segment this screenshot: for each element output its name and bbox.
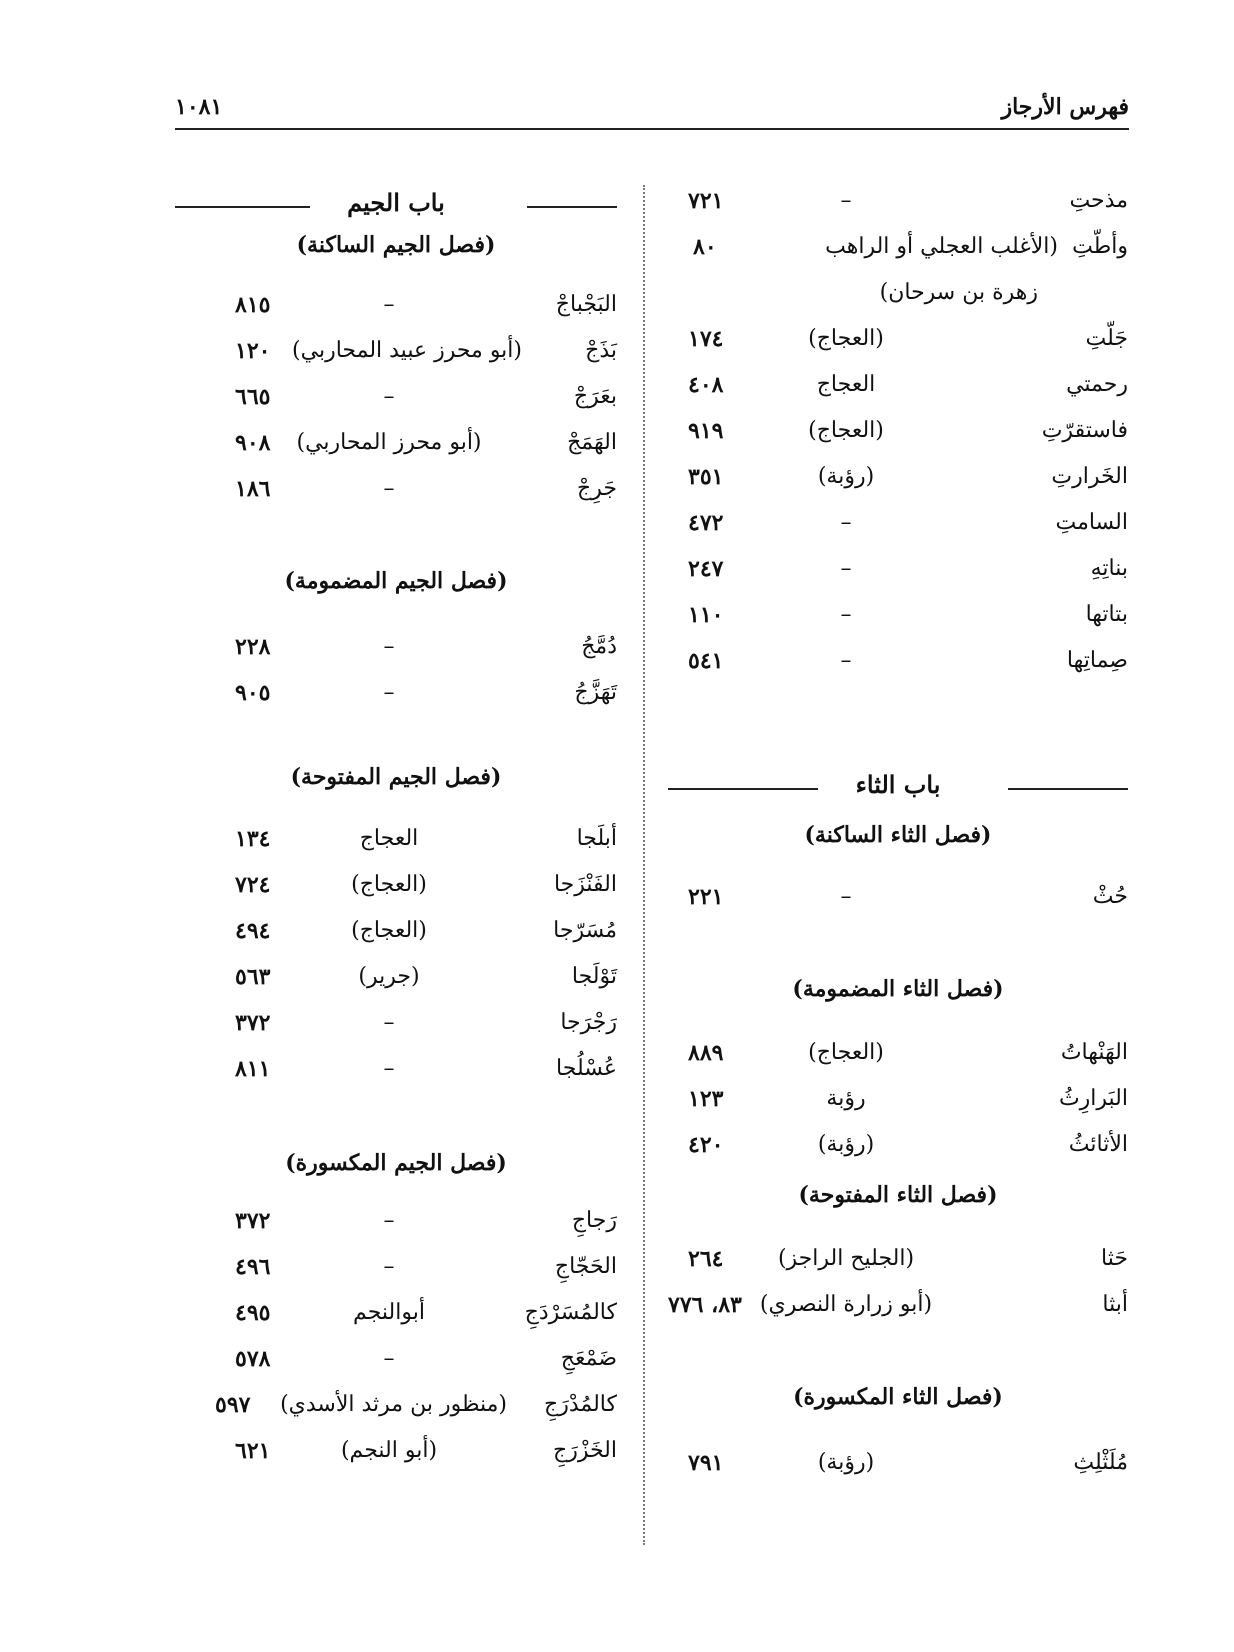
index-entry <box>175 384 617 424</box>
index-entry <box>668 372 1128 412</box>
index-entry <box>175 1392 617 1432</box>
entry-page: ١٢٣ <box>688 1086 724 1112</box>
entry-page: ٥٧٨ <box>235 1346 271 1372</box>
page-title: فهرس الأرجاز <box>1001 94 1129 120</box>
section-heading: (فصل الثاء المفتوحة) <box>798 1182 998 1208</box>
entry-page: ٤٢٠ <box>688 1132 724 1158</box>
entry-word: دُمَّجُ <box>581 634 617 659</box>
index-entry <box>668 418 1128 458</box>
entry-word: الحَجّاجِ <box>554 1254 617 1279</box>
entry-word: أبلَجا <box>576 826 617 851</box>
entry-poet: – <box>383 1254 395 1279</box>
entry-poet: أبوالنجم <box>353 1300 425 1325</box>
rule-line <box>175 206 310 208</box>
entry-word: مُلَثْلِثِ <box>1073 1450 1128 1475</box>
entry-page: ٥٤١ <box>688 648 724 674</box>
entry-page: ٧٢١ <box>688 188 724 214</box>
entry-page: ٩١٩ <box>688 418 724 444</box>
index-entry <box>668 464 1128 504</box>
entry-word: تَوْلَجا <box>571 964 617 989</box>
entry-word: تَهَزَّجُ <box>574 680 617 705</box>
entry-word: الهَنْهاتُ <box>1060 1040 1128 1065</box>
index-entry <box>175 918 617 958</box>
entry-word: بعَرَجْ <box>573 384 617 409</box>
entry-poet: (الجليح الراجز) <box>777 1246 915 1271</box>
entry-poet: – <box>840 884 852 909</box>
index-entry <box>175 1254 617 1294</box>
entry-word: ضَمْعَجِ <box>560 1346 617 1371</box>
index-entry <box>668 1246 1128 1286</box>
entry-page: ٩٠٨ <box>235 430 271 456</box>
page-header <box>175 88 1129 130</box>
index-entry <box>175 476 617 516</box>
entry-page: ٢٦٤ <box>688 1246 724 1272</box>
index-entry <box>668 188 1128 228</box>
index-entry <box>668 556 1128 596</box>
section-heading: (فصل الجيم المكسورة) <box>285 1150 507 1176</box>
entry-page: ٩٠٥ <box>235 680 271 706</box>
entry-poet: (أبو محرز عبيد المحاربي) <box>292 338 522 363</box>
entry-word: صِماتِها <box>1066 648 1128 673</box>
index-entry <box>175 1010 617 1050</box>
entry-word: كالمُسَرْدَجِ <box>524 1300 617 1325</box>
entry-page: ٨٣، ٧٧٦ <box>668 1292 742 1318</box>
entry-poet: (أبو النجم) <box>340 1438 438 1463</box>
entry-page: ٣٧٢ <box>235 1208 271 1234</box>
entry-page: ٦٦٥ <box>235 384 271 410</box>
index-entry <box>175 872 617 912</box>
entry-word: جَرِجْ <box>577 476 617 501</box>
section-heading: (فصل الجيم الساكنة) <box>296 232 496 258</box>
entry-page: ٢٢٨ <box>235 634 271 660</box>
entry-word: الخَرارتِ <box>1051 464 1128 489</box>
index-entry <box>668 234 1128 274</box>
index-entry <box>175 680 617 720</box>
index-entry <box>175 634 617 674</box>
index-entry <box>175 1056 617 1096</box>
entry-page: ٤٧٢ <box>688 510 724 536</box>
chapter-heading <box>175 188 617 224</box>
index-entry <box>668 1292 1128 1332</box>
entry-page: ٤٩٤ <box>235 918 271 944</box>
entry-page: ٣٥١ <box>688 464 724 490</box>
index-entry <box>175 292 617 332</box>
entry-word: رَجاجِ <box>571 1208 617 1233</box>
entry-poet: – <box>840 510 852 535</box>
entry-page: ٦٢١ <box>235 1438 271 1464</box>
entry-word: بناتِهِ <box>1090 556 1128 581</box>
entry-page: ٨٨٩ <box>688 1040 724 1066</box>
entry-word: حُثْ <box>1092 884 1128 909</box>
index-entry <box>668 280 1128 320</box>
index-entry <box>668 648 1128 688</box>
entry-poet: – <box>840 556 852 581</box>
entry-page: ١٣٤ <box>235 826 271 852</box>
entry-poet: (العجاج) <box>808 418 884 443</box>
entry-word: بَذَجْ <box>585 338 617 363</box>
entry-poet: العجاج <box>816 372 876 397</box>
index-entry <box>175 1346 617 1386</box>
entry-page: ١٧٤ <box>688 326 724 352</box>
entry-word: كالمُدْرَجِ <box>544 1392 617 1417</box>
entry-poet: – <box>383 634 395 659</box>
entry-word: فاستقرّتِ <box>1041 418 1128 443</box>
index-entry <box>175 964 617 1004</box>
entry-poet: (أبو زرارة النصري) <box>759 1292 933 1317</box>
entry-poet: – <box>383 476 395 501</box>
entry-page: ٨١٥ <box>235 292 271 318</box>
entry-poet: (العجاج) <box>808 1040 884 1065</box>
entry-word: مذحتِ <box>1069 188 1128 213</box>
index-entry <box>668 326 1128 366</box>
entry-word: الفَنْزَجا <box>553 872 617 897</box>
entry-poet: – <box>840 188 852 213</box>
entry-word: رَجْرَجا <box>560 1010 617 1035</box>
entry-word: أبثا <box>1102 1292 1128 1317</box>
chapter-heading <box>668 770 1128 806</box>
entry-page: ١٢٠ <box>235 338 271 364</box>
column-divider <box>643 185 645 1545</box>
entry-word: وأطّتِ <box>1072 234 1128 259</box>
chapter-title: باب الجيم <box>347 188 445 217</box>
entry-poet: العجاج <box>359 826 419 851</box>
entry-word: البَرارِثُ <box>1058 1086 1128 1111</box>
entry-page: ٧٩١ <box>688 1450 724 1476</box>
entry-page: ٢٤٧ <box>688 556 724 582</box>
entry-poet: (رؤبة) <box>817 1132 875 1157</box>
entry-word: حَثا <box>1101 1246 1128 1271</box>
index-entry <box>668 602 1128 642</box>
entry-page: ٣٧٢ <box>235 1010 271 1036</box>
index-entry <box>668 884 1128 924</box>
entry-poet: رؤبة <box>826 1086 866 1111</box>
index-entry <box>175 430 617 470</box>
entry-word: الأثائثُ <box>1068 1132 1128 1157</box>
entry-poet: – <box>383 1208 395 1233</box>
entry-poet: (رؤبة) <box>817 1450 875 1475</box>
entry-word: رحمتي <box>1066 372 1128 397</box>
entry-page: ٢٢١ <box>688 884 724 910</box>
index-entry <box>668 510 1128 550</box>
entry-word: البَجْباجْ <box>555 292 617 317</box>
section-heading: (فصل الجيم المضمومة) <box>284 568 508 594</box>
entry-poet: – <box>383 680 395 705</box>
entry-poet: – <box>383 1346 395 1371</box>
entry-page: ٨٠ <box>693 234 717 260</box>
entry-word: جَلّتِ <box>1085 326 1128 351</box>
index-entry <box>175 826 617 866</box>
section-heading: (فصل الثاء الساكنة) <box>804 822 992 848</box>
entry-poet: – <box>383 384 395 409</box>
entry-poet: – <box>840 648 852 673</box>
entry-word: الخَزْرَجِ <box>553 1438 617 1463</box>
index-entry <box>668 1040 1128 1080</box>
entry-page: ٤٩٥ <box>235 1300 271 1326</box>
entry-poet: (رؤبة) <box>817 464 875 489</box>
entry-word: السامتِ <box>1055 510 1128 535</box>
rule-line <box>668 788 818 790</box>
entry-word: مُسَرّجا <box>553 918 617 943</box>
entry-poet: (العجاج) <box>351 918 427 943</box>
entry-page: ٥٦٣ <box>235 964 271 990</box>
entry-poet: زهرة بن سرحان) <box>879 280 1038 305</box>
entry-page: ٤٠٨ <box>688 372 724 398</box>
entry-poet: (جرير) <box>358 964 420 989</box>
section-heading: (فصل الثاء المكسورة) <box>793 1384 1003 1410</box>
right-column <box>668 188 1128 1528</box>
section-heading: (فصل الجيم المفتوحة) <box>290 764 502 790</box>
entry-poet: (العجاج) <box>808 326 884 351</box>
index-entry <box>175 1208 617 1248</box>
entry-poet: – <box>383 1056 395 1081</box>
entry-page: ١٨٦ <box>235 476 271 502</box>
entry-poet: – <box>383 1010 395 1035</box>
chapter-title: باب الثاء <box>855 770 941 799</box>
left-column <box>175 188 617 1528</box>
page-number: ١٠٨١ <box>175 94 223 120</box>
entry-page: ٨١١ <box>235 1056 271 1082</box>
entry-page: ١١٠ <box>688 602 724 628</box>
entry-word: الهَمَجْ <box>567 430 617 455</box>
index-entry <box>668 1132 1128 1172</box>
index-entry <box>175 338 617 378</box>
index-entry <box>175 1300 617 1340</box>
index-entry <box>668 1086 1128 1126</box>
entry-page: ٤٩٦ <box>235 1254 271 1280</box>
index-entry <box>175 1438 617 1478</box>
entry-poet: (العجاج) <box>351 872 427 897</box>
index-entry <box>668 1450 1128 1490</box>
entry-poet: – <box>840 602 852 627</box>
entry-word: بتاتها <box>1085 602 1128 627</box>
entry-word: عُسْلُجا <box>556 1056 617 1081</box>
entry-poet: (منظور بن مرثد الأسدي) <box>280 1392 507 1417</box>
entry-poet: – <box>383 292 395 317</box>
entry-page: ٧٢٤ <box>235 872 271 898</box>
section-heading: (فصل الثاء المضمومة) <box>792 976 1004 1002</box>
entry-poet: (الأغلب العجلي أو الراهب <box>825 234 1058 259</box>
entry-page: ٥٩٧ <box>215 1392 251 1418</box>
entry-poet: (أبو محرز المحاربي) <box>296 430 482 455</box>
